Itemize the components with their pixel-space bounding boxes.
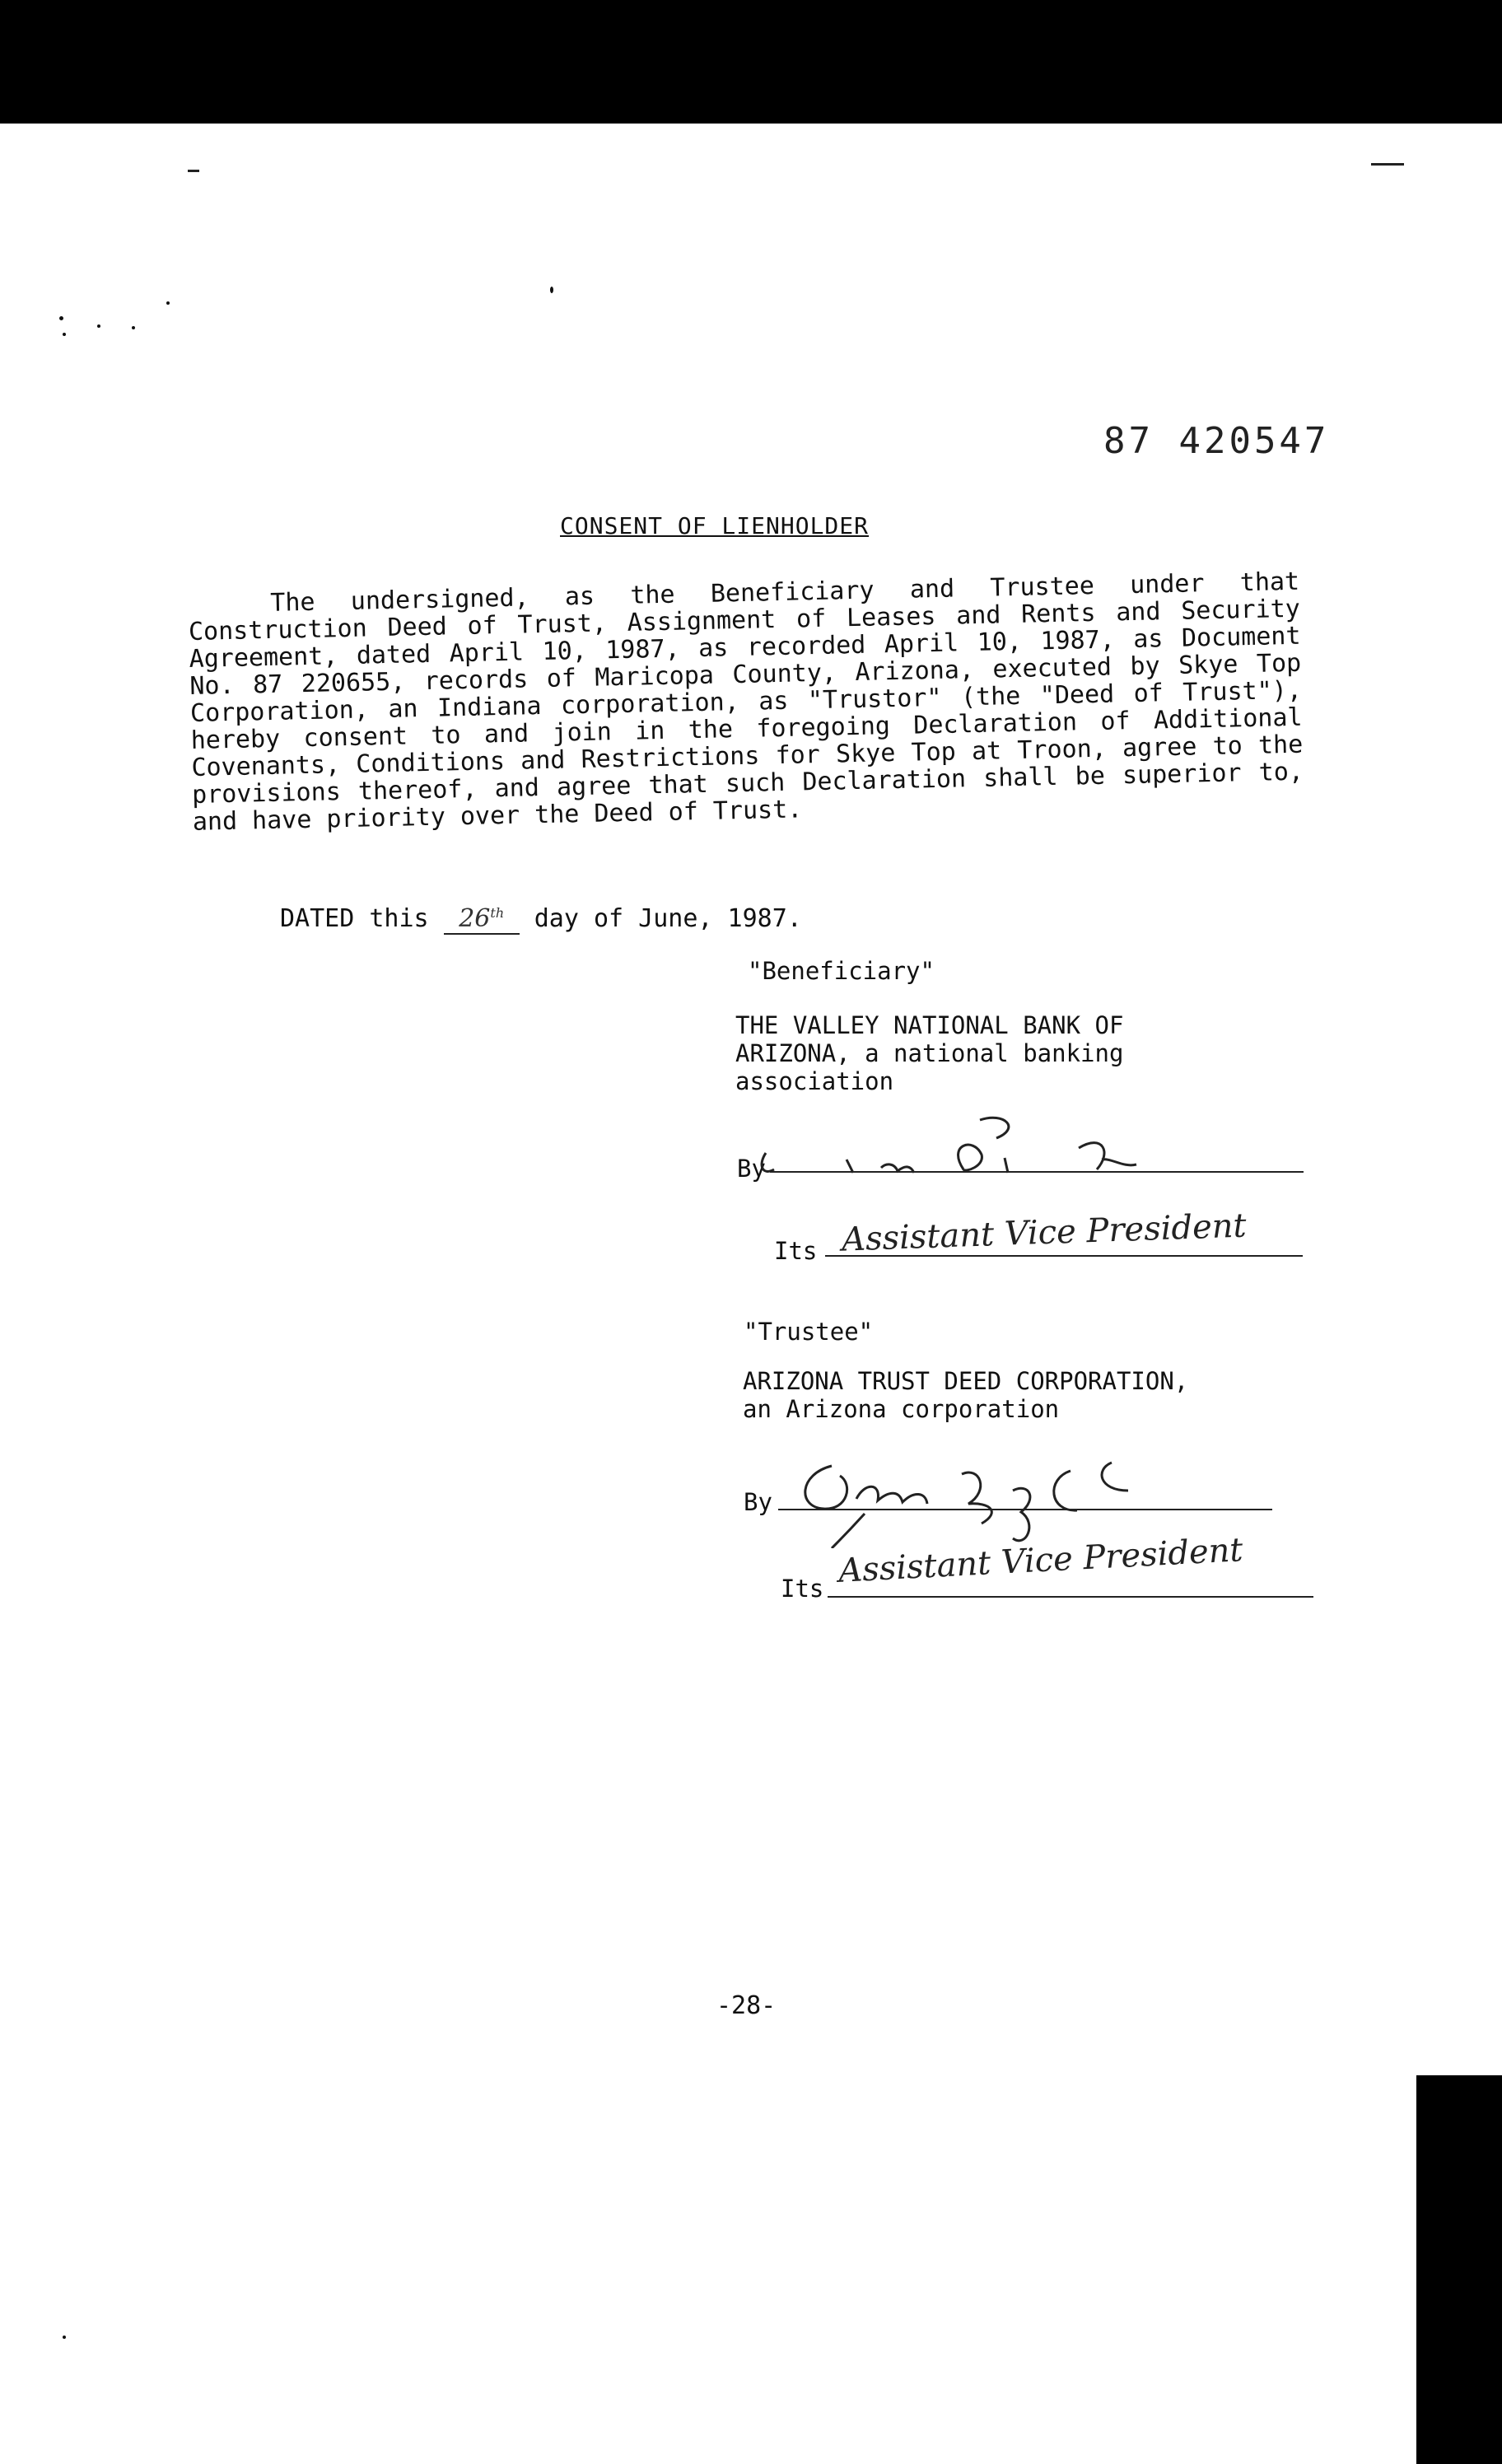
scan-top-border [0,0,1502,124]
trustee-signature [774,1433,1219,1548]
dated-day: 26 [459,904,491,933]
document-number: 87 420547 [1103,420,1330,462]
body-paragraph [188,568,1304,836]
beneficiary-name [735,1011,1123,1095]
beneficiary-by-label: By [737,1155,766,1183]
scan-speck [59,316,63,320]
trustee-by-label: By [744,1488,772,1516]
dated-prefix: DATED this [280,904,429,933]
beneficiary-name-line: ARIZONA, a national banking [735,1039,1124,1067]
scan-speck [166,301,170,305]
dated-day-field [444,904,520,935]
trustee-name [743,1367,1188,1423]
scan-mark [188,170,199,172]
scan-speck [132,326,135,329]
trustee-name-line: ARIZONA TRUST DEED CORPORATION, [743,1367,1189,1395]
scan-dark-corner [1416,2075,1502,2464]
beneficiary-its-line [825,1255,1303,1257]
trustee-role-label: "Trustee" [744,1318,874,1346]
scan-speck [97,324,100,328]
trustee-its-line [828,1596,1313,1598]
trustee-its-label: Its [781,1575,824,1603]
dated-day-suffix: th [490,905,505,921]
scan-speck [550,287,553,293]
beneficiary-name-line: THE VALLEY NATIONAL BANK OF [735,1011,1124,1039]
document-title: CONSENT OF LIENHOLDER [560,512,870,539]
scan-mark [1371,163,1404,166]
dated-suffix: day of June, 1987. [534,904,802,933]
trustee-by-line [778,1509,1272,1510]
beneficiary-signature [758,1087,1219,1178]
trustee-its-value: Assistant Vice President [837,1531,1244,1590]
page-number: -28- [716,1991,777,2020]
document-page [0,124,1437,2464]
beneficiary-role-label: "Beneficiary" [748,957,935,985]
scan-speck [63,333,66,336]
scan-speck [63,2336,66,2339]
trustee-name-line: an Arizona corporation [743,1395,1060,1423]
beneficiary-its-value: Assistant Vice President [841,1206,1248,1259]
dated-line [280,904,802,935]
beneficiary-its-label: Its [774,1237,818,1265]
beneficiary-by-line [770,1171,1304,1173]
consent-text: The undersigned, as the Beneficiary and Trustee under that Construction Deed of Trust, Assignment of Leases and Rents and Security Agreement, dated April 10, 1987, as recorded April 10, 1987, as Document No. 87 220655, records of Maricopa County, Arizona, executed by Skye Top Corporation, an Indiana corporation, as "Trustor" (the "Deed of Trust"), hereby consent to and join in the foregoing Declaration of Additional Covenants, Conditions and Restrictions for Skye Top at Troon, agree to the provisions thereof, and agree that such Declaration shall be superior to, and have priority over the Deed of Trust. [188,567,1304,837]
beneficiary-name-line: association [735,1067,894,1095]
